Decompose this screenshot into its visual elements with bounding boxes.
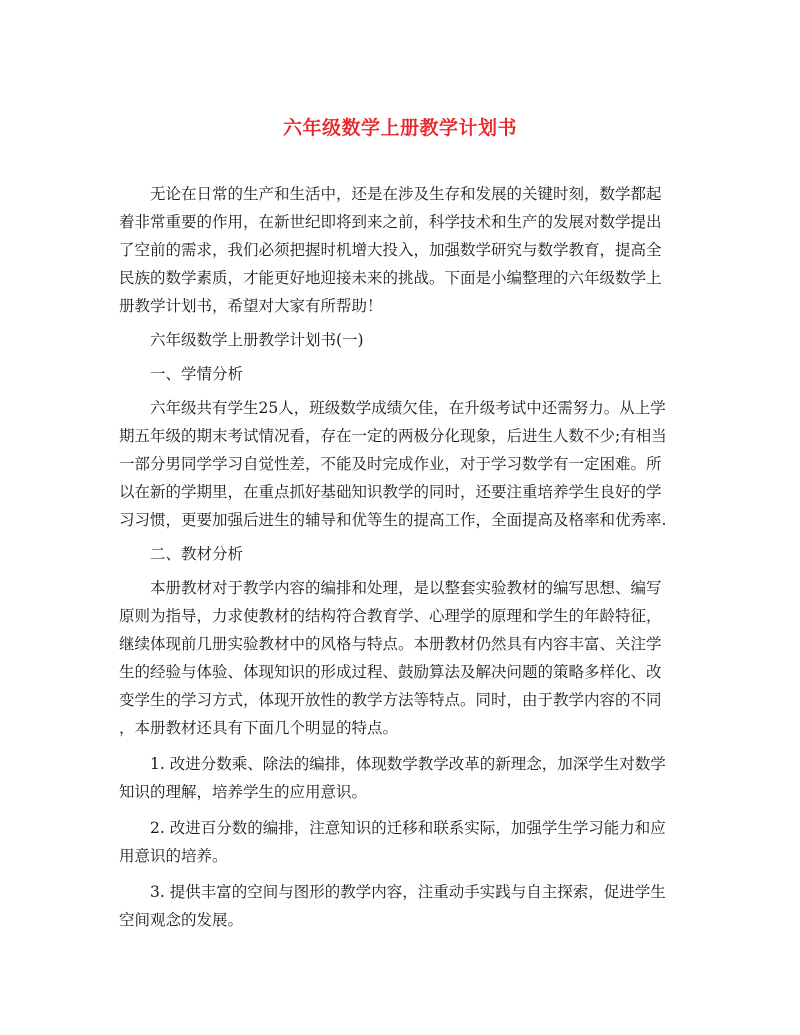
document-title: 六年级数学上册教学计划书 xyxy=(282,117,517,139)
list-item-1-line: 1. 改进分数乘、除法的编排，体现数学教学改革的新理念，加深学生对数学 xyxy=(150,755,666,773)
paragraph-student-line: 一部分男同学学习自觉性差，不能及时完成作业，对于学习数学有一定困难。所 xyxy=(119,455,662,473)
paragraph-intro-line: 了空前的需求，我们必须把握时机增大投入，加强数学研究与数学教育，提高全 xyxy=(119,241,662,259)
paragraph-textbook-line: 变学生的学习方式，体现开放性的教学方法等特点。同时，由于教学内容的不同 xyxy=(119,691,662,709)
document-body xyxy=(119,180,685,934)
list-item-2-line: 用意识的培养。 xyxy=(119,847,228,865)
paragraph-student-line: 以在新的学期里，在重点抓好基础知识教学的同时，还要注重培养学生良好的学 xyxy=(119,483,662,501)
heading-student-analysis: 一、学情分析 xyxy=(150,365,244,383)
paragraph-student-line: 六年级共有学生25人，班级数学成绩欠佳，在升级考试中还需努力。从上学 xyxy=(150,399,666,417)
paragraph-textbook-line: 本册教材对于教学内容的编排和处理，是以整套实验教材的编写思想、编写 xyxy=(150,579,662,597)
paragraph-intro-line: 无论在日常的生产和生活中，还是在涉及生存和发展的关键时刻，数学都起 xyxy=(150,185,662,203)
heading-textbook-analysis: 二、教材分析 xyxy=(150,545,244,563)
list-item-1-line: 知识的理解，培养学生的应用意识。 xyxy=(119,783,368,801)
paragraph-textbook-line: 生的经验与体验、体现知识的形成过程、鼓励算法及解决问题的策略多样化、改 xyxy=(119,663,662,681)
paragraph-intro-line: 民族的数学素质，才能更好地迎接未来的挑战。下面是小编整理的六年级数学上 xyxy=(119,269,662,287)
paragraph-textbook-line: 原则为指导，力求使教材的结构符合教育学、心理学的原理和学生的年龄特征， xyxy=(119,607,662,625)
paragraph-textbook-line: 继续体现前几册实验教材中的风格与特点。本册教材仍然具有内容丰富、关注学 xyxy=(119,635,662,653)
paragraph-student-line: 习习惯，更要加强后进生的辅导和优等生的提高工作，全面提高及格率和优秀率. xyxy=(119,511,667,529)
paragraph-intro-line: 册教学计划书，希望对大家有所帮助！ xyxy=(119,297,383,315)
list-item-2-line: 2. 改进百分数的编排，注意知识的迁移和联系实际，加强学生学习能力和应 xyxy=(150,819,666,837)
paragraph-student-line: 期五年级的期末考试情况看，存在一定的两极分化现象，后进生人数不少;有相当 xyxy=(119,427,667,445)
list-item-3-line: 空间观念的发展。 xyxy=(119,911,244,929)
paragraph-textbook-line: ，本册教材还具有下面几个明显的特点。 xyxy=(119,719,399,737)
section-subtitle: 六年级数学上册教学计划书(一) xyxy=(150,331,364,349)
list-item-3-line: 3. 提供丰富的空间与图形的教学内容，注重动手实践与自主探索，促进学生 xyxy=(150,883,666,901)
paragraph-intro-line: 着非常重要的作用，在新世纪即将到来之前，科学技术和生产的发展对数学提出 xyxy=(119,213,662,231)
